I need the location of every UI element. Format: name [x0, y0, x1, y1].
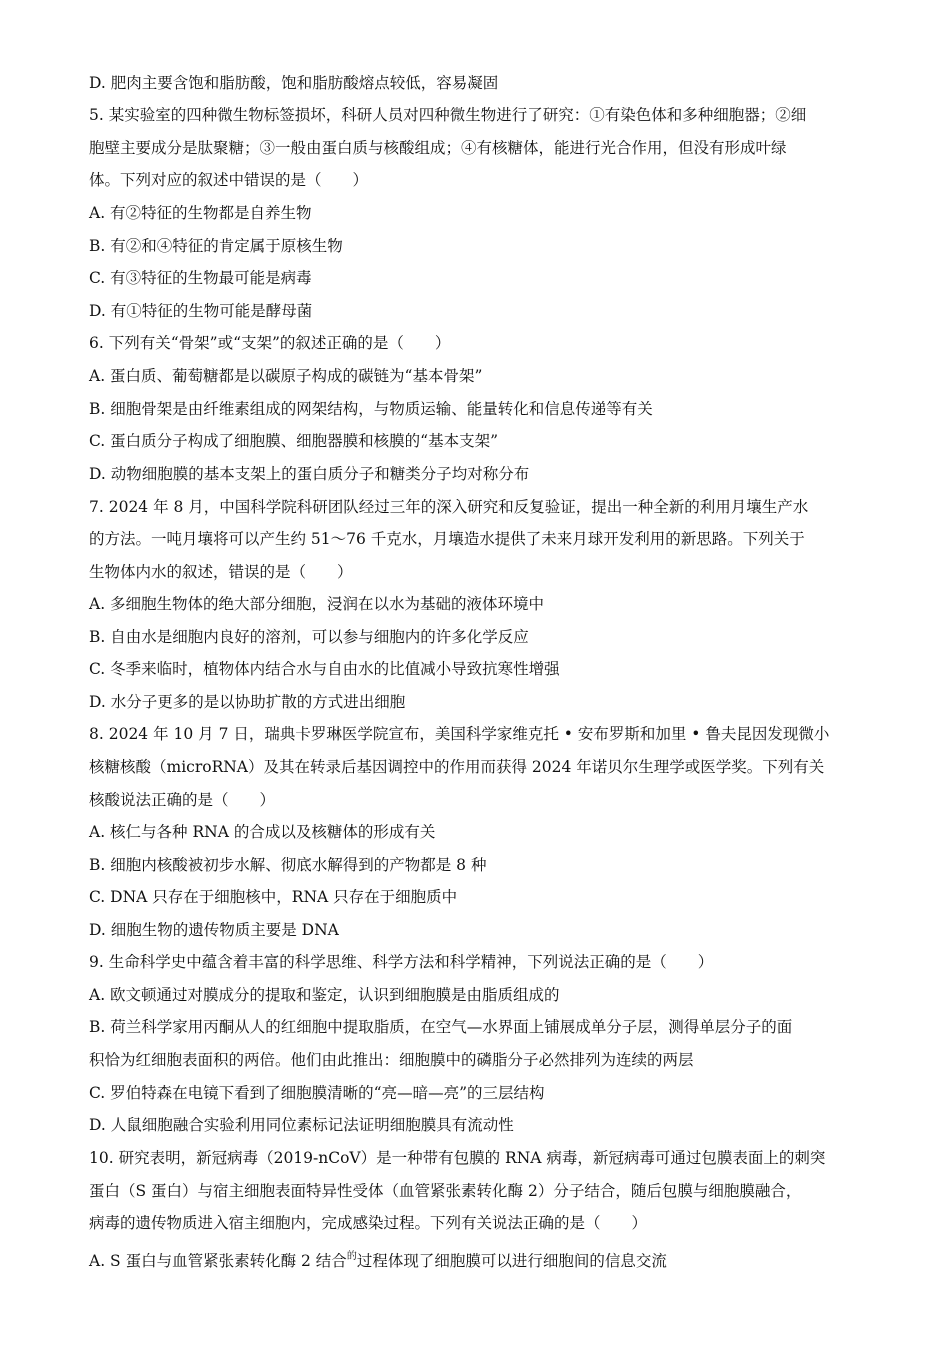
q7-option-c: C. 冬季来临时，植物体内结合水与自由水的比值减小导致抗寒性增强 [89, 660, 560, 678]
q6-stem: 6. 下列有关“骨架”或“支架”的叙述正确的是（ ） [89, 334, 451, 352]
q7-option-a: A. 多细胞生物体的绝大部分细胞，浸润在以水为基础的液体环境中 [89, 595, 545, 613]
q7-stem-line-1: 7. 2024 年 8 月，中国科学院科研团队经过三年的深入研究和反复验证，提出一种全新的利用月壤生产水 [89, 498, 809, 516]
q8-stem-line-3: 核酸说法正确的是（ ） [89, 791, 276, 809]
q9-option-b-line-1: B. 荷兰科学家用丙酮从人的红细胞中提取脂质，在空气—水界面上铺展成单分子层，测得单层分子的面 [89, 1018, 793, 1036]
q7-stem-line-3: 生物体内水的叙述，错误的是（ ） [89, 563, 353, 581]
q8-option-d: D. 细胞生物的遗传物质主要是 DNA [89, 921, 339, 939]
q5-option-a: A. 有②特征的生物都是自养生物 [89, 204, 312, 222]
q10-stem-line-2: 蛋白（S 蛋白）与宿主细胞表面特异性受体（血管紧张素转化酶 2）分子结合，随后包膜与细胞膜融合， [89, 1182, 802, 1200]
q10-stem-line-1: 10. 研究表明，新冠病毒（2019-nCoV）是一种带有包膜的 RNA 病毒，新冠病毒可通过包膜表面上的刺突 [89, 1149, 826, 1167]
q6-option-d: D. 动物细胞膜的基本支架上的蛋白质分子和糖类分子均对称分布 [89, 465, 530, 483]
q9-option-a: A. 欧文顿通过对膜成分的提取和鉴定，认识到细胞膜是由脂质组成的 [89, 986, 560, 1004]
q8-stem-line-2: 核糖核酸（microRNA）及其在转录后基因调控中的作用而获得 2024 年诺贝尔生理学或医学奖。下列有关 [89, 758, 825, 776]
q7-option-d: D. 水分子更多的是以协助扩散的方式进出细胞 [89, 693, 406, 711]
q9-option-c: C. 罗伯特森在电镜下看到了细胞膜清晰的“亮—暗—亮”的三层结构 [89, 1084, 545, 1102]
q10-option-a-raised-char: 的 [346, 1251, 357, 1262]
q8-option-c: C. DNA 只存在于细胞核中，RNA 只存在于细胞质中 [89, 888, 458, 906]
q9-stem: 9. 生命科学史中蕴含着丰富的科学思维、科学方法和科学精神，下列说法正确的是（ ） [89, 953, 714, 971]
q9-option-b-line-2: 积恰为红细胞表面积的两倍。他们由此推出：细胞膜中的磷脂分子必然排列为连续的两层 [89, 1051, 694, 1069]
q8-stem-line-1: 8. 2024 年 10 月 7 日，瑞典卡罗琳医学院宣布，美国科学家维克托 • 安布罗斯和加里 • 鲁夫昆因发现微小 [89, 725, 830, 743]
q7-option-b: B. 自由水是细胞内良好的溶剂，可以参与细胞内的许多化学反应 [89, 628, 529, 646]
q10-option-a [89, 1250, 869, 1275]
q5-option-b: B. 有②和④特征的肯定属于原核生物 [89, 237, 343, 255]
q10-option-a-pre: A. S 蛋白与血管紧张素转化酶 2 结合 [89, 1252, 347, 1270]
q6-option-a: A. 蛋白质、葡萄糖都是以碳原子构成的碳链为“基本骨架” [89, 367, 483, 385]
q5-option-c: C. 有③特征的生物最可能是病毒 [89, 269, 312, 287]
q5-stem-line-2: 胞壁主要成分是肽聚糖；③一般由蛋白质与核酸组成；④有核糖体，能进行光合作用，但没有形成叶绿 [89, 139, 787, 157]
q6-option-c: C. 蛋白质分子构成了细胞膜、细胞器膜和核膜的“基本支架” [89, 432, 499, 450]
q4-option-d: D. 肥肉主要含饱和脂肪酸，饱和脂肪酸熔点较低，容易凝固 [89, 74, 499, 92]
q5-option-d: D. 有①特征的生物可能是酵母菌 [89, 302, 313, 320]
q8-option-a: A. 核仁与各种 RNA 的合成以及核糖体的形成有关 [89, 823, 436, 841]
q6-option-b: B. 细胞骨架是由纤维素组成的网架结构，与物质运输、能量转化和信息传递等有关 [89, 400, 653, 418]
q5-stem-line-1: 5. 某实验室的四种微生物标签损坏，科研人员对四种微生物进行了研究：①有染色体和多种细胞器；②细 [89, 106, 807, 124]
q7-stem-line-2: 的方法。一吨月壤将可以产生约 51～76 千克水，月壤造水提供了未来月球开发利用的新思路。下列关于 [89, 530, 805, 548]
q8-option-b: B. 细胞内核酸被初步水解、彻底水解得到的产物都是 8 种 [89, 856, 487, 874]
q10-option-a-post: 过程体现了细胞膜可以进行细胞间的信息交流 [356, 1252, 667, 1270]
q10-stem-line-3: 病毒的遗传物质进入宿主细胞内，完成感染过程。下列有关说法正确的是（ ） [89, 1214, 648, 1232]
q5-stem-line-3: 体。下列对应的叙述中错误的是（ ） [89, 171, 369, 189]
q9-option-d: D. 人鼠细胞融合实验利用同位素标记法证明细胞膜具有流动性 [89, 1116, 514, 1134]
